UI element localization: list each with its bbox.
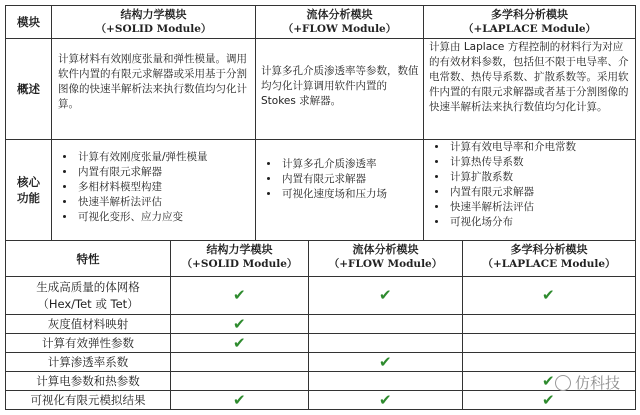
features-header-solid <box>171 243 308 271</box>
check-mark: ✔ <box>233 286 246 304</box>
wechat-icon <box>555 375 571 391</box>
header-solid-en: （+SOLID Module） <box>95 23 212 35</box>
core-list-flow <box>256 157 418 202</box>
features-header-flow <box>309 243 462 271</box>
overview-solid: 计算材料有效刚度张量和弹性模量。调用软件内置的有限元求解器或采用基于分割图像的快速半解析法来执行数值均匀化计算。 <box>58 53 247 110</box>
header-solid-cn: 结构力学模块 <box>120 8 187 21</box>
features-header-laplace-cn: 多学科分析模块 <box>510 243 588 256</box>
list-item: • 内置有限元求解器 <box>448 185 635 200</box>
watermark <box>555 372 620 393</box>
list-item: • 快速半解析法评估 <box>448 200 635 215</box>
list-item: • 多相材料模型构建 <box>76 180 255 195</box>
list-item: • 内置有限元求解器 <box>76 165 255 180</box>
header-laplace-module <box>424 8 635 36</box>
header-flow-en: （+FLOW Module） <box>282 23 397 35</box>
check-mark: ✔ <box>379 353 392 371</box>
core-label-line2: 功能 <box>17 191 40 205</box>
overview-flow: 计算多孔介质渗透率等参数，数值均匀化计算调用软件内置的 Stokes 求解器。 <box>261 65 419 107</box>
feature-name-visualization: 可视化有限元模拟结果 <box>30 393 146 407</box>
list-item: • 可视化场分布 <box>448 215 635 230</box>
feature-name-elastic: 计算有效弹性参数 <box>42 336 134 350</box>
list-item: • 计算热传导系数 <box>448 155 635 170</box>
check-mark: ✔ <box>233 334 246 352</box>
list-item: • 快速半解析法评估 <box>76 195 255 210</box>
feature-name-permeability: 计算渗透率系数 <box>47 355 129 369</box>
list-item: • 可视化变形、应力应变 <box>76 210 255 225</box>
check-mark: ✔ <box>542 391 555 409</box>
check-mark: ✔ <box>233 391 246 409</box>
list-item: • 计算扩散系数 <box>448 170 635 185</box>
check-mark: ✔ <box>233 315 246 333</box>
features-label: 特性 <box>76 251 100 266</box>
feature-name-mesh <box>6 277 170 314</box>
header-flow-module <box>256 8 423 36</box>
feature-name-mesh-line1: 生成高质量的体网格 <box>36 279 140 294</box>
watermark-text: 仿科技 <box>574 374 620 392</box>
core-list-solid <box>52 150 255 225</box>
features-header-flow-cn: 流体分析模块 <box>352 243 419 256</box>
core-functions-label <box>6 140 51 240</box>
check-mark: ✔ <box>379 286 392 304</box>
check-mark: ✔ <box>542 286 555 304</box>
header-laplace-cn: 多学科分析模块 <box>491 8 568 21</box>
feature-name-grayscale: 灰度值材料映射 <box>47 317 129 331</box>
list-item: • 可视化速度场和压力场 <box>280 187 418 202</box>
module-corner-label: 模块 <box>17 15 40 29</box>
feature-name-mesh-line2: （Hex/Tet 或 Tet） <box>37 296 139 311</box>
header-flow-cn: 流体分析模块 <box>306 8 373 21</box>
check-mark: ✔ <box>379 391 392 409</box>
header-laplace-en: （+LAPLACE Module） <box>462 23 597 35</box>
overview-label: 概述 <box>17 82 40 96</box>
features-header-flow-en: （+FLOW Module） <box>328 258 443 270</box>
check-mark: ✔ <box>542 372 555 390</box>
list-item: • 计算有效刚度张量/弹性模量 <box>76 150 255 165</box>
header-solid-module <box>52 8 255 36</box>
list-item: • 计算多孔介质渗透率 <box>280 157 418 172</box>
features-header-laplace <box>463 243 635 271</box>
features-header-solid-en: （+SOLID Module） <box>181 258 298 270</box>
overview-laplace: 计算由 Laplace 方程控制的材料行为对应的有效材料参数，包括但不限于电导率、介电常数、热传导系数、扩散系数等。采用软件内置的有限元求解器或者基于分割图像的快速半解析法来执行数值均匀化计算。 <box>429 41 629 113</box>
features-header-laplace-en: （+LAPLACE Module） <box>482 258 616 270</box>
list-item: • 内置有限元求解器 <box>280 172 418 187</box>
feature-name-electric-thermal: 计算电参数和热参数 <box>36 374 140 388</box>
core-label-line1: 核心 <box>17 175 40 189</box>
core-list-laplace <box>424 140 635 230</box>
list-item: • 计算有效电导率和介电常数 <box>448 140 635 155</box>
features-header-solid-cn: 结构力学模块 <box>206 243 273 256</box>
